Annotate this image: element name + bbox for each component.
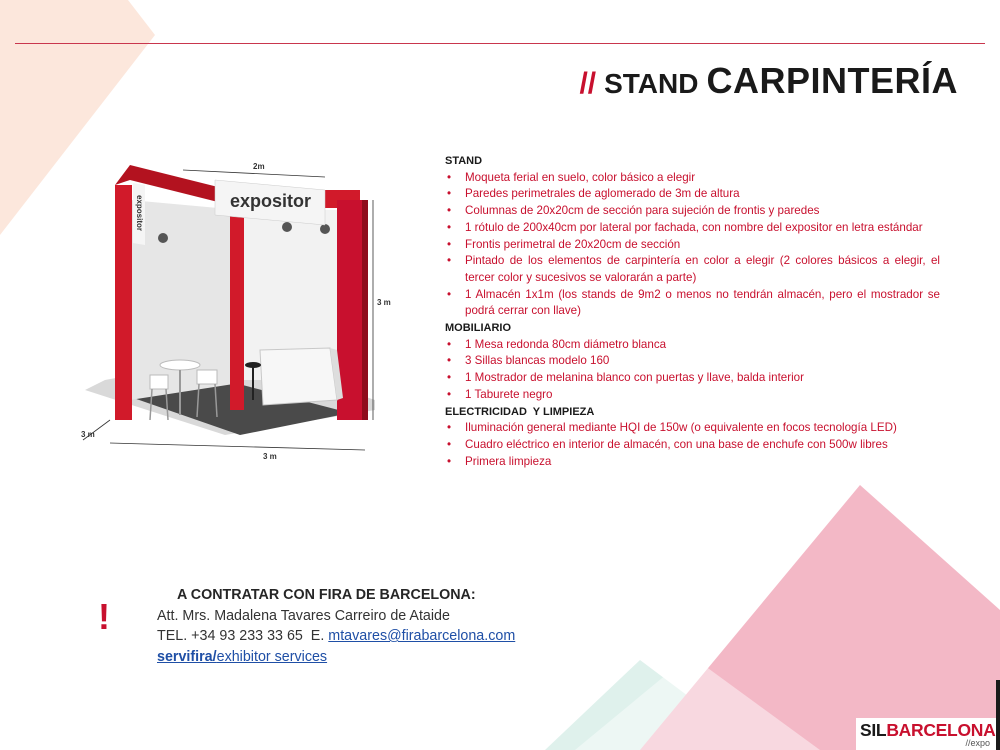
mobiliario-list <box>445 337 940 404</box>
list-item: • 1 Mostrador de melanina blanco con puertas y llave, balda interior <box>445 370 940 387</box>
specifications <box>445 153 940 470</box>
dim-top-label: 2m <box>253 162 265 171</box>
email-link[interactable]: mtavares@firabarcelona.com <box>328 628 516 644</box>
servifira-line <box>157 647 515 668</box>
section-heading-stand: STAND <box>445 155 483 167</box>
contact-attention: Att. Mrs. Madalena Tavares Carreiro de Ataide <box>157 607 450 624</box>
list-item: • 1 rótulo de 200x40cm por lateral por fachada, con nombre del expositor en letra estándar <box>445 220 940 237</box>
dim-depth-label: 3 m <box>81 430 95 439</box>
dim-height-label: 3 m <box>377 298 391 307</box>
title-slashes: // <box>579 67 597 100</box>
list-item: • Iluminación general mediante HQI de 150w (o equivalente en focos tecnología LED) <box>445 420 940 437</box>
list-item: • 3 Sillas blancas modelo 160 <box>445 353 940 370</box>
servifira-bold: servifira/ <box>157 648 217 665</box>
list-item: • Moqueta ferial en suelo, color básico a elegir <box>445 170 940 187</box>
stand-side-sign-text: expositor <box>135 195 144 232</box>
top-divider <box>15 43 985 44</box>
silbarcelona-logo <box>856 718 996 750</box>
page-title <box>579 60 958 102</box>
right-edge-bar <box>996 680 1000 750</box>
logo-expo: //expo <box>965 738 990 748</box>
contact-heading: A CONTRATAR CON FIRA DE BARCELONA: <box>177 587 476 603</box>
list-item: • Columnas de 20x20cm de sección para sujeción de frontis y paredes <box>445 203 940 220</box>
list-item: • Cuadro eléctrico en interior de almacén, con una base de enchufe con 500w libres <box>445 437 940 454</box>
servifira-rest: exhibitor services <box>216 648 328 665</box>
section-heading-electricidad: ELECTRICIDAD Y LIMPIEZA <box>445 405 595 418</box>
list-item: • Frontis perimetral de 20x20cm de sección <box>445 237 940 254</box>
stand-list <box>445 170 940 320</box>
list-item: • 1 Mesa redonda 80cm diámetro blanca <box>445 337 940 354</box>
stand-illustration <box>75 155 395 470</box>
contact-block <box>157 585 515 667</box>
section-heading-mobiliario: MOBILIARIO <box>445 322 511 335</box>
alert-mark: ! <box>98 596 110 637</box>
list-item: • Paredes perimetrales de aglomerado de 3m de altura <box>445 186 940 203</box>
logo-barcelona: BARCELONA <box>886 720 996 740</box>
servifira-link[interactable] <box>157 649 327 665</box>
logo-sil: SIL <box>860 720 887 740</box>
stand-sign-text: expositor <box>230 191 312 211</box>
list-item: • 1 Almacén 1x1m (los stands de 9m2 o menos no tendrán almacén, pero el mostrador se podrá cerrar con llave) <box>445 287 940 320</box>
electricidad-list <box>445 420 940 470</box>
title-carpinteria: CARPINTERÍA <box>706 60 958 101</box>
list-item: • Pintado de los elementos de carpintería en color a elegir (2 colores básicos a elegir, el tercer color y sucesivos se valorarán a parte) <box>445 253 940 286</box>
list-item: • 1 Taburete negro <box>445 387 940 404</box>
list-item: • Primera limpieza <box>445 454 940 471</box>
title-stand: STAND <box>604 68 699 99</box>
contact-line <box>157 626 515 647</box>
dim-width-label: 3 m <box>263 452 277 461</box>
contact-phone: TEL. +34 93 233 33 65 E. <box>157 628 329 644</box>
